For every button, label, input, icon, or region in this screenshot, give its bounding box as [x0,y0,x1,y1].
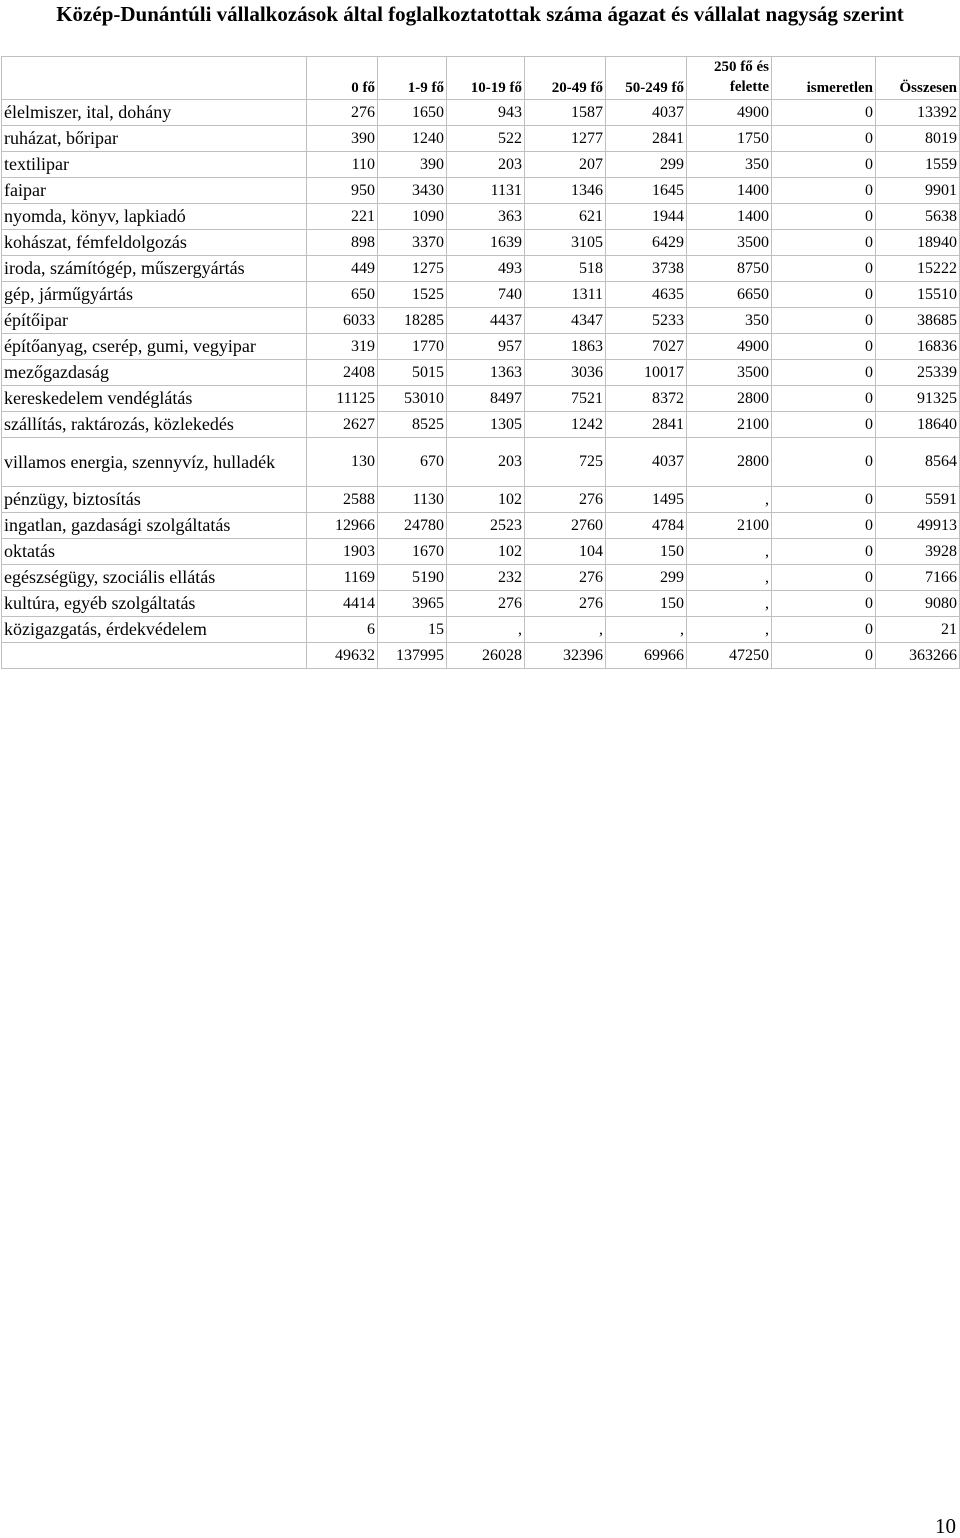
table-cell: 137995 [378,643,447,669]
table-cell: 1131 [447,178,525,204]
table-cell: 1770 [378,334,447,360]
table-row [2,360,960,386]
table-cell: 4900 [687,100,772,126]
table-row [2,386,960,412]
table-cell: 0 [772,565,876,591]
table-cell: 102 [447,487,525,513]
table-cell: 319 [307,334,378,360]
table-row [2,308,960,334]
table-cell: 5190 [378,565,447,591]
table-cell: 943 [447,100,525,126]
table-cell: 16836 [876,334,960,360]
table-cell: 9901 [876,178,960,204]
table-cell: 15510 [876,282,960,308]
table-cell: 2627 [307,412,378,438]
row-label: oktatás [2,539,307,565]
table-cell: 8750 [687,256,772,282]
row-label: villamos energia, szennyvíz, hulladék [2,438,307,487]
table-cell: 18940 [876,230,960,256]
row-label: faipar [2,178,307,204]
table-cell: 4635 [606,282,687,308]
table-cell: 1863 [525,334,606,360]
table-cell: 3500 [687,230,772,256]
table-cell: 6650 [687,282,772,308]
table-cell: 0 [772,178,876,204]
table-cell: 24780 [378,513,447,539]
table-cell: 203 [447,152,525,178]
table-cell: 1944 [606,204,687,230]
table-cell: 4784 [606,513,687,539]
table-cell: 11125 [307,386,378,412]
table-cell: 276 [447,591,525,617]
table-cell: 276 [525,487,606,513]
table-cell: 102 [447,539,525,565]
table-cell: 1363 [447,360,525,386]
table-row [2,178,960,204]
table-cell: 6033 [307,308,378,334]
table-row [2,565,960,591]
table-cell: 650 [307,282,378,308]
table-cell: 898 [307,230,378,256]
table-cell: 10017 [606,360,687,386]
table-cell: 0 [772,539,876,565]
table-cell: 0 [772,513,876,539]
table-row [2,282,960,308]
header-row [2,57,960,100]
table-cell: 1750 [687,126,772,152]
table-cell: 0 [772,230,876,256]
table-cell: 363 [447,204,525,230]
table-cell: 0 [772,617,876,643]
column-header: 50-249 fő [606,57,687,100]
table-cell: 150 [606,539,687,565]
header-corner [2,57,307,100]
table-cell: 363266 [876,643,960,669]
table-cell: , [447,617,525,643]
table-cell: 207 [525,152,606,178]
table-cell: 69966 [606,643,687,669]
row-label: pénzügy, biztosítás [2,487,307,513]
table-cell: 522 [447,126,525,152]
table-row [2,152,960,178]
table-cell: 53010 [378,386,447,412]
table-row [2,230,960,256]
page-title: Közép-Dunántúli vállalkozások által foglalkoztatottak száma ágazat és vállalat nagyság szerint [56,2,904,26]
table-cell: 1277 [525,126,606,152]
table-cell: 0 [772,487,876,513]
table-cell: 1400 [687,178,772,204]
table-cell: 2800 [687,386,772,412]
table-cell: 18285 [378,308,447,334]
table-cell: 4347 [525,308,606,334]
table-cell: 1587 [525,100,606,126]
table-row [2,438,960,487]
table-cell: 5015 [378,360,447,386]
table-cell: 0 [772,126,876,152]
table-cell: 9080 [876,591,960,617]
table-cell: 2800 [687,438,772,487]
table-row [2,334,960,360]
row-label [2,643,307,669]
table-cell: 1903 [307,539,378,565]
table-cell: 350 [687,152,772,178]
table-cell: 8564 [876,438,960,487]
table-cell: 0 [772,591,876,617]
table-cell: 390 [307,126,378,152]
table-cell: , [525,617,606,643]
table-cell: 6429 [606,230,687,256]
table-cell: , [687,617,772,643]
table-cell: 0 [772,256,876,282]
table-cell: 203 [447,438,525,487]
table-cell: 91325 [876,386,960,412]
table-cell: 18640 [876,412,960,438]
table-row [2,513,960,539]
table-cell: 38685 [876,308,960,334]
table-cell: 3738 [606,256,687,282]
table-cell: 47250 [687,643,772,669]
table-cell: , [687,591,772,617]
row-label: élelmiszer, ital, dohány [2,100,307,126]
column-header: 250 fő és felette [687,57,772,100]
table-cell: 1559 [876,152,960,178]
table-row [2,539,960,565]
table-cell: 1525 [378,282,447,308]
table-cell: 1305 [447,412,525,438]
table-cell: 49632 [307,643,378,669]
table-cell: 12966 [307,513,378,539]
table-cell: 25339 [876,360,960,386]
table-cell: 2523 [447,513,525,539]
row-label: közigazgatás, érdekvédelem [2,617,307,643]
table-cell: 104 [525,539,606,565]
table-cell: 276 [525,591,606,617]
row-label: szállítás, raktározás, közlekedés [2,412,307,438]
table-row [2,591,960,617]
table-row [2,412,960,438]
row-label: építőanyag, cserép, gumi, vegyipar [2,334,307,360]
table-cell: 130 [307,438,378,487]
table-cell: 7027 [606,334,687,360]
row-label: mezőgazdaság [2,360,307,386]
table-cell: 110 [307,152,378,178]
table-row [2,100,960,126]
table-cell: 1240 [378,126,447,152]
table-row [2,487,960,513]
table-cell: 4414 [307,591,378,617]
table-cell: 4437 [447,308,525,334]
row-label: iroda, számítógép, műszergyártás [2,256,307,282]
table-cell: 15 [378,617,447,643]
table-cell: 4037 [606,438,687,487]
table-cell: 390 [378,152,447,178]
table-cell: 7166 [876,565,960,591]
table-cell: 3928 [876,539,960,565]
table-cell: 350 [687,308,772,334]
table-cell: 957 [447,334,525,360]
table-cell: 2841 [606,412,687,438]
table-cell: 2841 [606,126,687,152]
table-cell: 276 [307,100,378,126]
table-cell: 725 [525,438,606,487]
column-header: 20-49 fő [525,57,606,100]
table-cell: 299 [606,152,687,178]
table-cell: 2100 [687,513,772,539]
table-cell: 0 [772,334,876,360]
row-label: kereskedelem vendéglátás [2,386,307,412]
table-cell: 49913 [876,513,960,539]
table-row [2,617,960,643]
table-cell: 1130 [378,487,447,513]
table-cell: 1275 [378,256,447,282]
table-cell: 299 [606,565,687,591]
table-cell: 0 [772,412,876,438]
table-cell: 950 [307,178,378,204]
table-cell: 3036 [525,360,606,386]
total-row [2,643,960,669]
table-cell: 1169 [307,565,378,591]
row-label: kohászat, fémfeldolgozás [2,230,307,256]
table-cell: 1311 [525,282,606,308]
table-cell: 4900 [687,334,772,360]
table-cell: 2588 [307,487,378,513]
column-header: 10-19 fő [447,57,525,100]
row-label: ruházat, bőripar [2,126,307,152]
table-cell: , [687,539,772,565]
table-cell: 276 [525,565,606,591]
table-cell: 3105 [525,230,606,256]
table-cell: , [606,617,687,643]
table-cell: 1650 [378,100,447,126]
table-body [2,100,960,669]
table-cell: 32396 [525,643,606,669]
table-cell: 0 [772,438,876,487]
row-label: gép, járműgyártás [2,282,307,308]
table-cell: , [687,487,772,513]
table-cell: 740 [447,282,525,308]
table-cell: 670 [378,438,447,487]
table-cell: 221 [307,204,378,230]
table-cell: 0 [772,100,876,126]
table-cell: 0 [772,308,876,334]
table-cell: 13392 [876,100,960,126]
table-cell: 449 [307,256,378,282]
data-table [1,56,960,669]
table-cell: 1645 [606,178,687,204]
table-row [2,126,960,152]
table-cell: 621 [525,204,606,230]
row-label: kultúra, egyéb szolgáltatás [2,591,307,617]
column-header: 1-9 fő [378,57,447,100]
table-cell: 8497 [447,386,525,412]
table-cell: 7521 [525,386,606,412]
table-row [2,204,960,230]
row-label: építőipar [2,308,307,334]
table-cell: 1346 [525,178,606,204]
table-cell: 5591 [876,487,960,513]
table-cell: 8525 [378,412,447,438]
table-cell: 1639 [447,230,525,256]
row-label: egészségügy, szociális ellátás [2,565,307,591]
table-cell: 3965 [378,591,447,617]
table-cell: 150 [606,591,687,617]
table-cell: 1242 [525,412,606,438]
table-cell: 5233 [606,308,687,334]
table-cell: 1400 [687,204,772,230]
table-cell: , [687,565,772,591]
table-cell: 8019 [876,126,960,152]
row-label: nyomda, könyv, lapkiadó [2,204,307,230]
table-cell: 2408 [307,360,378,386]
table-cell: 4037 [606,100,687,126]
table-cell: 493 [447,256,525,282]
column-header: Összesen [876,57,960,100]
table-cell: 0 [772,360,876,386]
table-cell: 518 [525,256,606,282]
table-cell: 0 [772,386,876,412]
column-header: 0 fő [307,57,378,100]
table-cell: 0 [772,204,876,230]
table-cell: 1670 [378,539,447,565]
table-cell: 26028 [447,643,525,669]
table-cell: 3370 [378,230,447,256]
page-number: 10 [935,1514,956,1538]
table-cell: 2100 [687,412,772,438]
table-cell: 3430 [378,178,447,204]
table-cell: 8372 [606,386,687,412]
table-cell: 5638 [876,204,960,230]
table-row [2,256,960,282]
table-cell: 1495 [606,487,687,513]
table-cell: 232 [447,565,525,591]
row-label: textilipar [2,152,307,178]
column-header: ismeretlen [772,57,876,100]
table-cell: 0 [772,643,876,669]
table-cell: 3500 [687,360,772,386]
table-cell: 0 [772,152,876,178]
row-label: ingatlan, gazdasági szolgáltatás [2,513,307,539]
table-cell: 21 [876,617,960,643]
table-cell: 15222 [876,256,960,282]
table-cell: 2760 [525,513,606,539]
table-cell: 0 [772,282,876,308]
table-cell: 6 [307,617,378,643]
table-cell: 1090 [378,204,447,230]
